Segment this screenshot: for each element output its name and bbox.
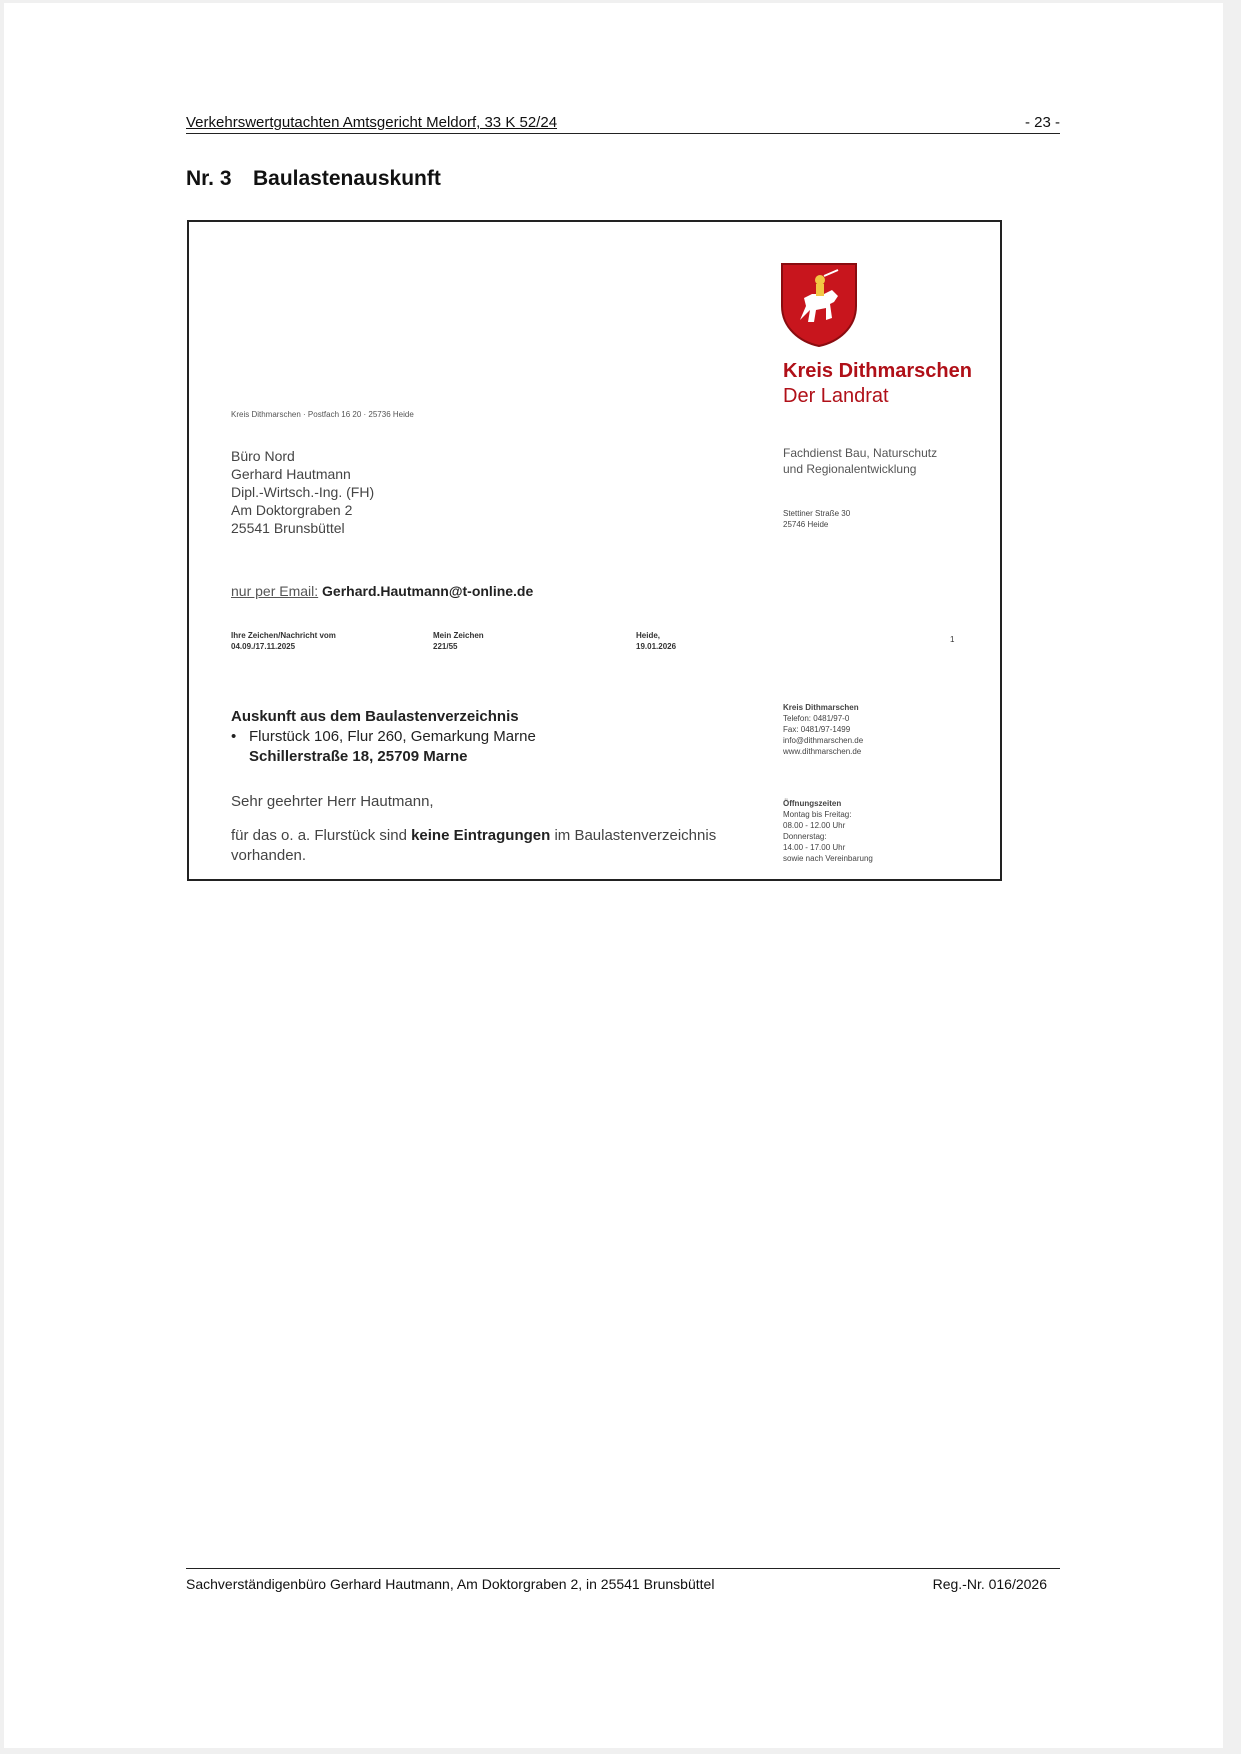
authority-name: Kreis Dithmarschen bbox=[783, 360, 972, 382]
contact-phone: Telefon: 0481/97-0 bbox=[783, 714, 850, 723]
body-text-post: im Baulastenverzeichnis bbox=[550, 827, 717, 844]
contact-name: Kreis Dithmarschen bbox=[783, 703, 859, 712]
section-heading bbox=[186, 166, 441, 192]
department-line: und Regionalentwicklung bbox=[783, 462, 917, 476]
header-case-reference: Verkehrswertgutachten Amtsgericht Meldorf, 33 K 52/24 bbox=[186, 114, 558, 131]
subject-street: Schillerstraße 18, 25709 Marne bbox=[249, 748, 468, 765]
recipient-line: Am Doktorgraben 2 bbox=[231, 502, 353, 518]
hours-line: Donnerstag: bbox=[783, 832, 827, 841]
section-number: Nr. 3 bbox=[186, 167, 232, 190]
hours-line: Montag bis Freitag: bbox=[783, 810, 852, 819]
department-line: Fachdienst Bau, Naturschutz bbox=[783, 446, 938, 460]
email-address: Gerhard.Hautmann@t-online.de bbox=[322, 583, 534, 599]
authority-subtitle: Der Landrat bbox=[783, 385, 889, 407]
ref-your-sign bbox=[231, 630, 336, 652]
ref-value: 19.01.2026 bbox=[636, 642, 677, 651]
ref-label: Mein Zeichen bbox=[433, 631, 484, 640]
recipient-address bbox=[231, 447, 374, 537]
recipient-line: 25541 Brunsbüttel bbox=[231, 520, 345, 536]
salutation: Sehr geehrter Herr Hautmann, bbox=[231, 793, 434, 810]
hours-line: sowie nach Vereinbarung bbox=[783, 854, 873, 863]
letter-body bbox=[231, 826, 716, 866]
coat-of-arms-rider-icon bbox=[780, 262, 858, 348]
hours-line: 14.00 - 17.00 Uhr bbox=[783, 843, 846, 852]
authority-street-address bbox=[783, 508, 850, 530]
contact-web: www.dithmarschen.de bbox=[783, 747, 862, 756]
contact-fax: Fax: 0481/97-1499 bbox=[783, 725, 851, 734]
street-line: Stettiner Straße 30 bbox=[783, 509, 851, 518]
footer-registration-number: Reg.-Nr. 016/2026 bbox=[932, 1576, 1047, 1592]
recipient-line: Dipl.-Wirtsch.-Ing. (FH) bbox=[231, 484, 375, 500]
page-footer bbox=[186, 1568, 1060, 1592]
ref-value: 221/55 bbox=[433, 642, 458, 651]
embedded-letter-scan bbox=[187, 220, 1002, 881]
email-line bbox=[231, 583, 533, 599]
bullet-icon: • bbox=[231, 728, 237, 745]
opening-hours-block bbox=[783, 798, 873, 864]
city-line: 25746 Heide bbox=[783, 520, 829, 529]
hours-title: Öffnungszeiten bbox=[783, 799, 842, 808]
recipient-line: Büro Nord bbox=[231, 448, 295, 464]
subject-title: Auskunft aus dem Baulastenverzeichnis bbox=[231, 708, 519, 725]
document-page bbox=[4, 3, 1223, 1748]
body-text-bold: keine Eintragungen bbox=[411, 827, 551, 844]
body-line-2: vorhanden. bbox=[231, 847, 307, 864]
letter-page-mark: 1 bbox=[950, 635, 955, 644]
page-header bbox=[186, 114, 1060, 134]
ref-label: Ihre Zeichen/Nachricht vom bbox=[231, 631, 336, 640]
ref-value: 04.09./17.11.2025 bbox=[231, 642, 296, 651]
authority-contact-block bbox=[783, 702, 863, 757]
recipient-line: Gerhard Hautmann bbox=[231, 466, 351, 482]
ref-my-sign bbox=[433, 630, 484, 652]
footer-office-address: Sachverständigenbüro Gerhard Hautmann, Am Doktorgraben 2, in 25541 Brunsbüttel bbox=[186, 1576, 715, 1592]
email-prefix: nur per Email: bbox=[231, 583, 319, 599]
contact-email: info@dithmarschen.de bbox=[783, 736, 864, 745]
subject-parcel-line bbox=[231, 727, 536, 747]
letter-subject bbox=[231, 707, 536, 767]
section-title: Baulastenauskunft bbox=[253, 167, 441, 190]
department-name bbox=[783, 445, 937, 477]
body-line-1 bbox=[231, 826, 716, 846]
page-number: - 23 - bbox=[1024, 114, 1060, 131]
subject-parcel: Flurstück 106, Flur 260, Gemarkung Marne bbox=[249, 728, 536, 745]
ref-label: Heide, bbox=[636, 631, 661, 640]
sender-return-address: Kreis Dithmarschen · Postfach 16 20 · 25736 Heide bbox=[231, 410, 414, 419]
ref-place-date bbox=[636, 630, 676, 652]
hours-line: 08.00 - 12.00 Uhr bbox=[783, 821, 846, 830]
body-text-pre: für das o. a. Flurstück sind bbox=[231, 827, 412, 844]
